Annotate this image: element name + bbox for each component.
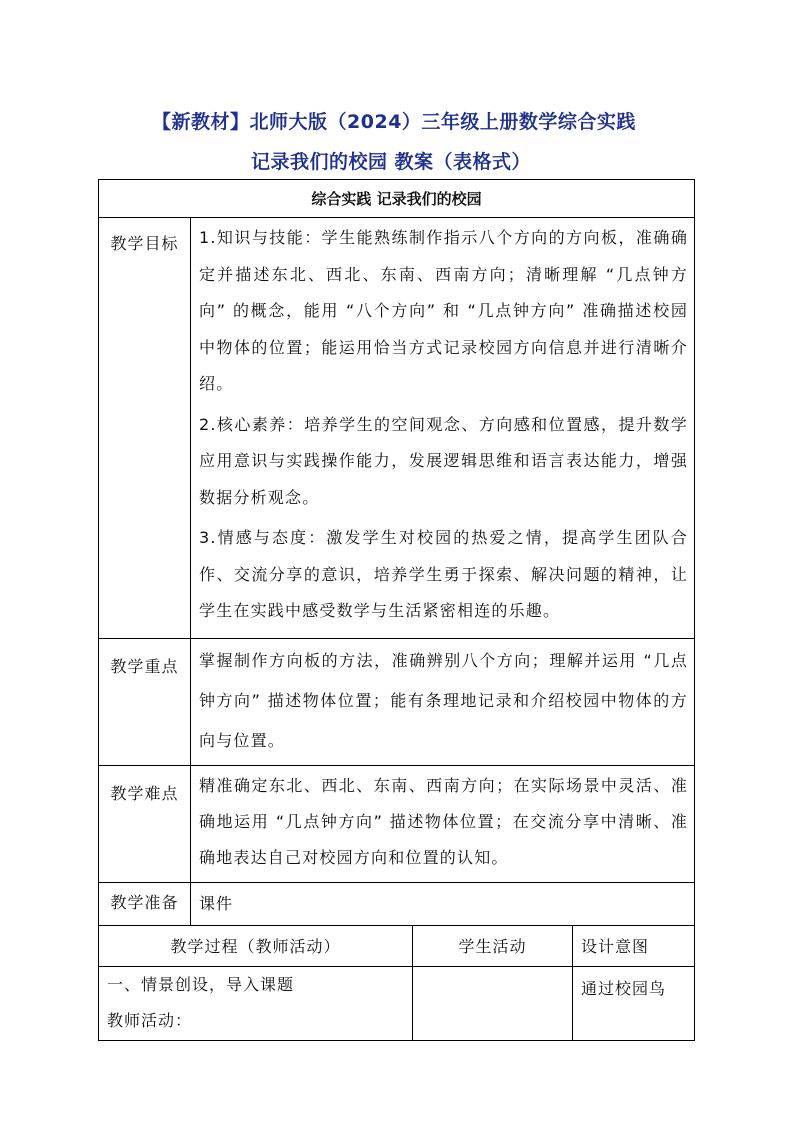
section-title: 一、情景创设，导入课题 <box>107 974 295 994</box>
document-title-line-2: 记录我们的校园 教案（表格式） <box>250 151 532 173</box>
goals-content <box>191 218 695 639</box>
lesson-plan-table <box>98 179 695 1041</box>
key-points-content: 掌握制作方向板的方法，准确辨别八个方向；理解并运用 “几点钟方向” 描述物体位置；能有条理地记录和介绍校园中物体的方向与位置。 <box>191 638 695 765</box>
document-title-line-1: 【新教材】北师大版（2024）三年级上册数学综合实践 <box>152 111 636 133</box>
preparation-label: 教学准备 <box>99 882 191 925</box>
difficulties-label: 教学难点 <box>99 765 191 882</box>
teacher-activity-label: 教师活动： <box>107 1010 193 1030</box>
goal-item: 1.知识与技能：学生能熟练制作指示八个方向的方向板，准确确定并描述东北、西北、东南、西南方向；清晰理解 “几点钟方向” 的概念，能用 “八个方向” 和 “几点钟方向” 准确描述校园中物体的位置；能运用恰当方式记录校园方向信息并进行清晰介绍。 <box>199 228 689 393</box>
design-intent-cell: 通过校园鸟 <box>573 966 695 1040</box>
teacher-activity-cell <box>99 966 413 1040</box>
student-activity-cell <box>413 966 573 1040</box>
difficulties-row <box>99 765 695 882</box>
teacher-activity-header: 教学过程（教师活动） <box>99 925 413 966</box>
goal-item: 3.情感与态度：激发学生对校园的热爱之情，提高学生团队合作、交流分享的意识，培养学生勇于探索、解决问题的精神，让学生在实践中感受数学与生活紧密相连的乐趣。 <box>199 528 689 620</box>
difficulties-content: 精准确定东北、西北、东南、西南方向；在实际场景中灵活、准确地运用 “几点钟方向” 描述物体位置；在交流分享中清晰、准确地表达自己对校园方向和位置的认知。 <box>191 765 695 882</box>
process-header-row <box>99 925 695 966</box>
student-activity-header: 学生活动 <box>413 925 573 966</box>
table-header-row <box>99 180 695 218</box>
key-points-label: 教学重点 <box>99 638 191 765</box>
goals-label: 教学目标 <box>99 218 191 639</box>
design-intent-header: 设计意图 <box>573 925 695 966</box>
key-points-row <box>99 638 695 765</box>
preparation-row <box>99 882 695 925</box>
preparation-content: 课件 <box>191 882 695 925</box>
goal-item: 2.核心素养：培养学生的空间观念、方向感和位置感，提升数学应用意识与实践操作能力，发展逻辑思维和语言表达能力，增强数据分析观念。 <box>199 414 689 507</box>
goals-row <box>99 218 695 639</box>
process-row <box>99 966 695 1040</box>
table-header: 综合实践 记录我们的校园 <box>99 180 695 218</box>
